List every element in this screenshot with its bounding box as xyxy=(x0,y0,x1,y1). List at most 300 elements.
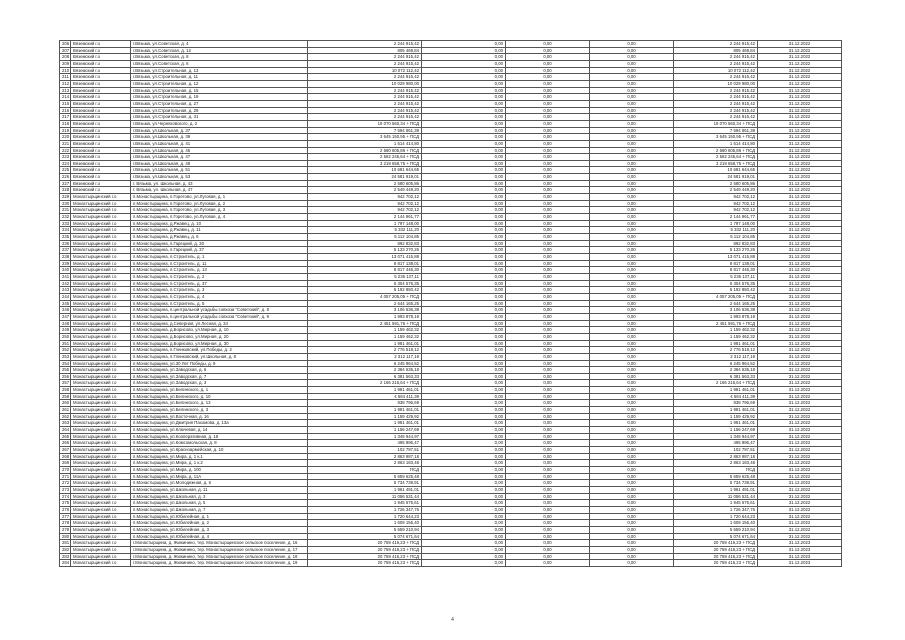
row-number-cell: 279 xyxy=(60,526,71,533)
district-cell: Монастырщинский г.о xyxy=(71,207,131,214)
amount-regional-cell: 0,00 xyxy=(506,54,590,61)
amount-local-cell: 0,00 xyxy=(590,460,674,467)
amount-owners-cell: 20 759 416,23 + ПСД xyxy=(674,560,758,567)
table-row xyxy=(60,140,842,147)
address-cell: п.Монастырщина, ул.Молодежная, д. 6 xyxy=(131,480,308,487)
district-cell: Монастырщинский г.о xyxy=(71,506,131,513)
amount-federal-cell: 0,00 xyxy=(422,327,506,334)
deadline-date-cell: 31.12.2022 xyxy=(758,393,842,400)
amount-local-cell: 0,00 xyxy=(590,260,674,267)
amount-federal-cell: 0,00 xyxy=(422,187,506,194)
amount-regional-cell: 0,00 xyxy=(506,367,590,374)
table-row xyxy=(60,307,842,314)
amount-regional-cell: 0,00 xyxy=(506,413,590,420)
amount-owners-cell: 24 581 919,01 xyxy=(674,174,758,181)
amount-owners-cell: 892 832,83 xyxy=(674,240,758,247)
amount-federal-cell: 0,00 xyxy=(422,60,506,67)
amount-federal-cell: 0,00 xyxy=(422,313,506,320)
amount-regional-cell: 0,00 xyxy=(506,60,590,67)
table-row xyxy=(60,194,842,201)
amount-federal-cell: 0,00 xyxy=(422,273,506,280)
amount-federal-cell: 0,00 xyxy=(422,460,506,467)
amount-local-cell: 0,00 xyxy=(590,180,674,187)
amount-federal-cell: 0,00 xyxy=(422,546,506,553)
district-cell: Монастырщинский г.о xyxy=(71,546,131,553)
district-cell: Монастырщинский г.о xyxy=(71,240,131,247)
amount-federal-cell: 0,00 xyxy=(422,147,506,154)
amount-federal-cell: 0,00 xyxy=(422,287,506,294)
amount-federal-cell: 0,00 xyxy=(422,380,506,387)
table-row xyxy=(60,234,842,241)
amount-total-cell: 495 896,47 xyxy=(308,440,422,447)
table-row xyxy=(60,180,842,187)
deadline-date-cell: 31.12.2022 xyxy=(758,340,842,347)
deadline-date-cell: 31.12.2022 xyxy=(758,114,842,121)
address-cell: п.Монастырщина, ул.Мира, д. 100 xyxy=(131,467,308,474)
address-cell: п.Монастырщина, ул.Заводская, д. 7 xyxy=(131,373,308,380)
amount-regional-cell: 0,00 xyxy=(506,174,590,181)
row-number-cell: 249 xyxy=(60,327,71,334)
district-cell: Монастырщинский г.о xyxy=(71,260,131,267)
address-cell: г.Вязьма, ул.Советская, д. 6 xyxy=(131,60,308,67)
deadline-date-cell: 31.12.2022 xyxy=(758,367,842,374)
address-cell: п.Монастырщина, п.Горетово, ул.Луговая, д. 3 xyxy=(131,207,308,214)
amount-owners-cell: 5 332 111,20 xyxy=(674,227,758,234)
district-cell: Монастырщинский г.о xyxy=(71,227,131,234)
amount-total-cell: 1 993 878,19 xyxy=(308,313,422,320)
table-row xyxy=(60,54,842,61)
address-cell: г.Вязьма, ул.Школьная, д. 39 xyxy=(131,134,308,141)
row-number-cell: 210 xyxy=(60,67,71,74)
address-cell: п.Монастырщина, п.Горетово, ул.Луговая, д. 2 xyxy=(131,200,308,207)
district-cell: Монастырщинский г.о xyxy=(71,486,131,493)
amount-regional-cell: 0,00 xyxy=(506,420,590,427)
amount-local-cell: 0,00 xyxy=(590,387,674,394)
deadline-date-cell: 31.12.2022 xyxy=(758,407,842,414)
table-row xyxy=(60,114,842,121)
amount-federal-cell: 0,00 xyxy=(422,553,506,560)
deadline-date-cell: 31.12.2023 xyxy=(758,546,842,553)
deadline-date-cell: 31.12.2022 xyxy=(758,460,842,467)
row-number-cell: 245 xyxy=(60,300,71,307)
amount-regional-cell: 0,00 xyxy=(506,347,590,354)
amount-federal-cell: 0,00 xyxy=(422,220,506,227)
table-row xyxy=(60,287,842,294)
amount-regional-cell: 0,00 xyxy=(506,353,590,360)
amount-regional-cell: 0,00 xyxy=(506,460,590,467)
row-number-cell: 222 xyxy=(60,147,71,154)
district-cell: Монастырщинский г.о xyxy=(71,273,131,280)
amount-owners-cell: 5 304 576,35 xyxy=(674,280,758,287)
row-number-cell: 261 xyxy=(60,407,71,414)
address-cell: г.Вязьма, ул.Школьная, д. 41 xyxy=(131,140,308,147)
table-row xyxy=(60,480,842,487)
amount-regional-cell: 0,00 xyxy=(506,234,590,241)
table-row xyxy=(60,254,842,261)
amount-regional-cell: 0,00 xyxy=(506,273,590,280)
deadline-date-cell: 31.12.2022 xyxy=(758,413,842,420)
amount-local-cell: 0,00 xyxy=(590,54,674,61)
amount-regional-cell: 0,00 xyxy=(506,140,590,147)
amount-regional-cell: 0,00 xyxy=(506,147,590,154)
deadline-date-cell: 31.12.2022 xyxy=(758,453,842,460)
amount-total-cell: 3 106 636,38 xyxy=(308,307,422,314)
amount-federal-cell: 0,00 xyxy=(422,114,506,121)
row-number-cell: 263 xyxy=(60,420,71,427)
row-number-cell: 248 xyxy=(60,320,71,327)
address-cell: п.Монастырщина, ул.Красноармейская, д. 10 xyxy=(131,447,308,454)
amount-federal-cell: 0,00 xyxy=(422,373,506,380)
amount-regional-cell: 0,00 xyxy=(506,447,590,454)
address-cell: г. Вязьма, ул. Школьная, д. 43 xyxy=(131,180,308,187)
amount-local-cell: 0,00 xyxy=(590,526,674,533)
amount-federal-cell: 0,00 xyxy=(422,500,506,507)
row-number-cell: 241 xyxy=(60,273,71,280)
amount-local-cell: 0,00 xyxy=(590,427,674,434)
amount-local-cell: 0,00 xyxy=(590,200,674,207)
table-row xyxy=(60,553,842,560)
amount-total-cell: 2 244 915,42 xyxy=(308,114,422,121)
amount-total-cell: 5 659 625,48 xyxy=(308,473,422,480)
amount-local-cell: 0,00 xyxy=(590,267,674,274)
table-row xyxy=(60,420,842,427)
district-cell: Вяземский г.о xyxy=(71,54,131,61)
address-cell: г.Вязьма, ул.Советская, д. 8 xyxy=(131,54,308,61)
amount-federal-cell: 0,00 xyxy=(422,267,506,274)
deadline-date-cell: 31.12.2022 xyxy=(758,273,842,280)
row-number-cell: 226 xyxy=(60,174,71,181)
amount-owners-cell: 1 726 347,76 xyxy=(674,506,758,513)
address-cell: п.Монастырщина, п.Гарецкий, д. 30 xyxy=(131,240,308,247)
amount-local-cell: 0,00 xyxy=(590,307,674,314)
row-number-cell: 228 xyxy=(60,187,71,194)
amount-local-cell: 0,00 xyxy=(590,214,674,221)
district-cell: Вяземский г.о xyxy=(71,94,131,101)
amount-owners-cell: 1 981 461,01 xyxy=(674,420,758,427)
amount-federal-cell: 0,00 xyxy=(422,80,506,87)
address-cell: г.Вязьма, ул.Строительная, д. 15 xyxy=(131,87,308,94)
row-number-cell: 216 xyxy=(60,107,71,114)
address-cell: п.Монастырщина, ул.Белинского, д. 1 xyxy=(131,387,308,394)
amount-total-cell: 2 244 915,42 xyxy=(308,87,422,94)
address-cell: п.Монастырщина, ул.Белинского, д. 13 xyxy=(131,400,308,407)
district-cell: Монастырщинский г.о xyxy=(71,320,131,327)
district-cell: Монастырщинский г.о xyxy=(71,300,131,307)
amount-owners-cell: 11 056 531,44 xyxy=(674,493,758,500)
amount-total-cell: 20 759 416,23 + ПСД xyxy=(308,560,422,567)
amount-local-cell: 0,00 xyxy=(590,100,674,107)
deadline-date-cell: 31.12.2022 xyxy=(758,87,842,94)
amount-regional-cell: 0,00 xyxy=(506,513,590,520)
deadline-date-cell: 31.12.2022 xyxy=(758,120,842,127)
amount-owners-cell: 2 312 117,19 xyxy=(674,353,758,360)
amount-regional-cell: 0,00 xyxy=(506,500,590,507)
amount-federal-cell: 0,00 xyxy=(422,353,506,360)
amount-total-cell: 5 235 137,11 xyxy=(308,273,422,280)
amount-owners-cell: 942 702,12 xyxy=(674,194,758,201)
amount-federal-cell: 0,00 xyxy=(422,54,506,61)
row-number-cell: 269 xyxy=(60,460,71,467)
amount-local-cell: 0,00 xyxy=(590,120,674,127)
deadline-date-cell: 31.12.2022 xyxy=(758,140,842,147)
table-row xyxy=(60,460,842,467)
row-number-cell: 255 xyxy=(60,367,71,374)
amount-local-cell: 0,00 xyxy=(590,140,674,147)
amount-regional-cell: 0,00 xyxy=(506,227,590,234)
amount-regional-cell: 0,00 xyxy=(506,267,590,274)
amount-federal-cell: 0,00 xyxy=(422,107,506,114)
district-cell: Монастырщинский г.о xyxy=(71,293,131,300)
amount-total-cell: 5 192 850,42 xyxy=(308,287,422,294)
row-number-cell: 254 xyxy=(60,360,71,367)
table-row xyxy=(60,267,842,274)
amount-total-cell: 892 832,83 xyxy=(308,240,422,247)
row-number-cell: 281 xyxy=(60,540,71,547)
amount-owners-cell: 1 159 429,92 xyxy=(674,413,758,420)
amount-local-cell: 0,00 xyxy=(590,254,674,261)
amount-owners-cell: 2 244 915,42 xyxy=(674,74,758,81)
table-row xyxy=(60,41,842,48)
address-cell: г.Вязьма, ул.Советская, д. 12 xyxy=(131,47,308,54)
amount-total-cell: 1 156 247,69 xyxy=(308,427,422,434)
address-cell: п.Монастырщина, ул.Заводская, д. 6 xyxy=(131,367,308,374)
address-cell: п.Монастырщина, д.Борисово, ул.Мирная, д. 30 xyxy=(131,340,308,347)
amount-regional-cell: 0,00 xyxy=(506,254,590,261)
deadline-date-cell: 31.12.2022 xyxy=(758,180,842,187)
row-number-cell: 235 xyxy=(60,234,71,241)
row-number-cell: 229 xyxy=(60,194,71,201)
amount-regional-cell: 0,00 xyxy=(506,94,590,101)
row-number-cell: 265 xyxy=(60,433,71,440)
table-row xyxy=(60,433,842,440)
address-cell: г.Вязьма, ул.Школьная, д. 51 xyxy=(131,167,308,174)
amount-federal-cell: 0,00 xyxy=(422,134,506,141)
amount-local-cell: 0,00 xyxy=(590,154,674,161)
row-number-cell: 272 xyxy=(60,480,71,487)
amount-regional-cell: 0,00 xyxy=(506,200,590,207)
address-cell: п.Монастырщина, п.Строитель, д. 13 xyxy=(131,267,308,274)
deadline-date-cell: 31.12.2022 xyxy=(758,127,842,134)
address-cell: п.Монастырщина, п.Горетово, ул.Луговая, д. 1 xyxy=(131,194,308,201)
district-cell: Монастырщинский г.о xyxy=(71,420,131,427)
row-number-cell: 284 xyxy=(60,560,71,567)
row-number-cell: 259 xyxy=(60,393,71,400)
amount-federal-cell: 0,00 xyxy=(422,440,506,447)
amount-owners-cell: 805 468,84 xyxy=(674,47,758,54)
table-row xyxy=(60,87,842,94)
row-number-cell: 252 xyxy=(60,347,71,354)
amount-total-cell: 19 070 560,34 + ПСД xyxy=(308,120,422,127)
amount-owners-cell: 20 759 416,23 + ПСД xyxy=(674,546,758,553)
amount-local-cell: 0,00 xyxy=(590,220,674,227)
address-cell: п.Монастырщина, ул.Заводская, д. 3 xyxy=(131,380,308,387)
amount-federal-cell: 0,00 xyxy=(422,420,506,427)
amount-federal-cell: 0,00 xyxy=(422,74,506,81)
deadline-date-cell: 31.12.2022 xyxy=(758,480,842,487)
amount-total-cell: 805 468,84 xyxy=(308,47,422,54)
amount-local-cell: 0,00 xyxy=(590,273,674,280)
address-cell: г.Вязьма, ул.Школьная, д. 49 xyxy=(131,160,308,167)
address-cell: п.Монастырщина, п.Строитель, д. 1 xyxy=(131,254,308,261)
deadline-date-cell: 31.12.2022 xyxy=(758,360,842,367)
deadline-date-cell: 31.12.2022 xyxy=(758,54,842,61)
row-number-cell: 277 xyxy=(60,513,71,520)
amount-total-cell: 2 144 961,77 xyxy=(308,214,422,221)
amount-regional-cell: 0,00 xyxy=(506,100,590,107)
district-cell: Монастырщинский г.о xyxy=(71,214,131,221)
amount-regional-cell: 0,00 xyxy=(506,393,590,400)
address-cell: п.Монастырщина, п.Гарецкий, д. 37 xyxy=(131,247,308,254)
amount-owners-cell: ПСД xyxy=(674,467,758,474)
table-row xyxy=(60,187,842,194)
deadline-date-cell: 31.12.2022 xyxy=(758,167,842,174)
row-number-cell: 231 xyxy=(60,207,71,214)
amount-total-cell: 2 863 987,18 xyxy=(308,453,422,460)
deadline-date-cell: 31.12.2022 xyxy=(758,41,842,48)
deadline-date-cell: 31.12.2022 xyxy=(758,67,842,74)
amount-regional-cell: 0,00 xyxy=(506,433,590,440)
amount-regional-cell: 0,00 xyxy=(506,327,590,334)
amount-federal-cell: 0,00 xyxy=(422,140,506,147)
deadline-date-cell: 31.12.2022 xyxy=(758,187,842,194)
district-cell: Монастырщинский г.о xyxy=(71,520,131,527)
deadline-date-cell: 31.12.2022 xyxy=(758,160,842,167)
amount-owners-cell: 495 896,47 xyxy=(674,440,758,447)
address-cell: п.Монастырщина, ул.Мира, д. 11А xyxy=(131,473,308,480)
amount-owners-cell: 2 384 635,18 xyxy=(674,367,758,374)
amount-regional-cell: 0,00 xyxy=(506,320,590,327)
district-cell: Монастырщинский г.о xyxy=(71,413,131,420)
address-cell: п.Монастырщина, ул.Школьная, д. 11 xyxy=(131,486,308,493)
amount-regional-cell: 0,00 xyxy=(506,160,590,167)
amount-total-cell: 3 219 658,75 + ПСД xyxy=(308,160,422,167)
amount-owners-cell: 10 072 112,42 xyxy=(674,67,758,74)
amount-regional-cell: 0,00 xyxy=(506,247,590,254)
amount-local-cell: 0,00 xyxy=(590,293,674,300)
deadline-date-cell: 31.12.2022 xyxy=(758,533,842,540)
amount-local-cell: 0,00 xyxy=(590,553,674,560)
address-cell: п.Монастырщина, ул.Юбилейная, д. 3 xyxy=(131,526,308,533)
amount-local-cell: 0,00 xyxy=(590,80,674,87)
deadline-date-cell: 31.12.2022 xyxy=(758,220,842,227)
amount-total-cell: 942 702,12 xyxy=(308,200,422,207)
amount-federal-cell: 0,00 xyxy=(422,174,506,181)
address-cell: г.Вязьма, ул.Школьная, д. 37 xyxy=(131,127,308,134)
deadline-date-cell: 31.12.2022 xyxy=(758,447,842,454)
amount-local-cell: 0,00 xyxy=(590,87,674,94)
district-cell: Монастырщинский г.о xyxy=(71,560,131,567)
table-row xyxy=(60,260,842,267)
row-number-cell: 237 xyxy=(60,247,71,254)
amount-federal-cell: 0,00 xyxy=(422,360,506,367)
amount-total-cell: 5 304 576,35 xyxy=(308,280,422,287)
row-number-cell: 264 xyxy=(60,427,71,434)
address-cell: г.Вязьма, ул.Школьная, д. 53 xyxy=(131,174,308,181)
amount-local-cell: 0,00 xyxy=(590,167,674,174)
row-number-cell: 209 xyxy=(60,60,71,67)
deadline-date-cell: 31.12.2022 xyxy=(758,94,842,101)
amount-local-cell: 0,00 xyxy=(590,546,674,553)
address-cell: п.Монастырщина, п.Глинковский, ул.Школьная, д. 8 xyxy=(131,353,308,360)
row-number-cell: 260 xyxy=(60,400,71,407)
deadline-date-cell: 31.12.2022 xyxy=(758,327,842,334)
amount-local-cell: 0,00 xyxy=(590,440,674,447)
amount-total-cell: 2 562 245,64 + ПСД xyxy=(308,154,422,161)
table-row xyxy=(60,540,842,547)
amount-total-cell: 1 159 429,92 xyxy=(308,413,422,420)
amount-total-cell: 2 384 635,18 xyxy=(308,367,422,374)
deadline-date-cell: 31.12.2022 xyxy=(758,506,842,513)
amount-regional-cell: 0,00 xyxy=(506,167,590,174)
amount-federal-cell: 0,00 xyxy=(422,127,506,134)
amount-federal-cell: 0,00 xyxy=(422,280,506,287)
amount-total-cell: 20 759 416,23 + ПСД xyxy=(308,540,422,547)
deadline-date-cell: 31.12.2022 xyxy=(758,400,842,407)
amount-total-cell: 20 759 416,23 + ПСД xyxy=(308,553,422,560)
amount-federal-cell: 0,00 xyxy=(422,367,506,374)
amount-total-cell: 2 312 117,19 xyxy=(308,353,422,360)
amount-local-cell: 0,00 xyxy=(590,433,674,440)
deadline-date-cell: 31.12.2022 xyxy=(758,433,842,440)
amount-federal-cell: 0,00 xyxy=(422,393,506,400)
row-number-cell: 207 xyxy=(60,47,71,54)
district-cell: Монастырщинский г.о xyxy=(71,313,131,320)
deadline-date-cell: 31.12.2022 xyxy=(758,74,842,81)
table-row xyxy=(60,174,842,181)
amount-local-cell: 0,00 xyxy=(590,234,674,241)
amount-local-cell: 0,00 xyxy=(590,407,674,414)
deadline-date-cell: 31.12.2022 xyxy=(758,214,842,221)
address-cell: п.Монастырщина, п.Глинковский, ул.Победы, д. 2 xyxy=(131,347,308,354)
amount-local-cell: 0,00 xyxy=(590,47,674,54)
amount-regional-cell: 0,00 xyxy=(506,80,590,87)
district-cell: Монастырщинский г.о xyxy=(71,500,131,507)
table-row xyxy=(60,440,842,447)
amount-owners-cell: 1 156 247,69 xyxy=(674,427,758,434)
amount-regional-cell: 0,00 xyxy=(506,407,590,414)
district-cell: Монастырщинский г.о xyxy=(71,347,131,354)
amount-regional-cell: 0,00 xyxy=(506,313,590,320)
amount-total-cell: 3 645 150,95 + ПСД xyxy=(308,134,422,141)
table-row xyxy=(60,506,842,513)
district-cell: Монастырщинский г.о xyxy=(71,467,131,474)
amount-local-cell: 0,00 xyxy=(590,320,674,327)
amount-local-cell: 0,00 xyxy=(590,393,674,400)
data-table xyxy=(59,40,842,567)
table-row xyxy=(60,327,842,334)
amount-federal-cell: 0,00 xyxy=(422,207,506,214)
row-number-cell: 239 xyxy=(60,260,71,267)
amount-owners-cell: 5 133 270,26 xyxy=(674,247,758,254)
row-number-cell: 268 xyxy=(60,453,71,460)
amount-owners-cell: 2 244 915,42 xyxy=(674,54,758,61)
amount-federal-cell: 0,00 xyxy=(422,493,506,500)
table-row xyxy=(60,447,842,454)
amount-federal-cell: 0,00 xyxy=(422,347,506,354)
row-number-cell: 213 xyxy=(60,87,71,94)
table-row xyxy=(60,560,842,567)
district-cell: Монастырщинский г.о xyxy=(71,493,131,500)
row-number-cell: 221 xyxy=(60,140,71,147)
amount-federal-cell: 0,00 xyxy=(422,254,506,261)
amount-total-cell: 6 245 964,52 xyxy=(308,360,422,367)
district-cell: Монастырщинский г.о xyxy=(71,453,131,460)
deadline-date-cell: 31.12.2022 xyxy=(758,240,842,247)
amount-local-cell: 0,00 xyxy=(590,467,674,474)
amount-local-cell: 0,00 xyxy=(590,280,674,287)
amount-regional-cell: 0,00 xyxy=(506,546,590,553)
amount-regional-cell: 0,00 xyxy=(506,540,590,547)
